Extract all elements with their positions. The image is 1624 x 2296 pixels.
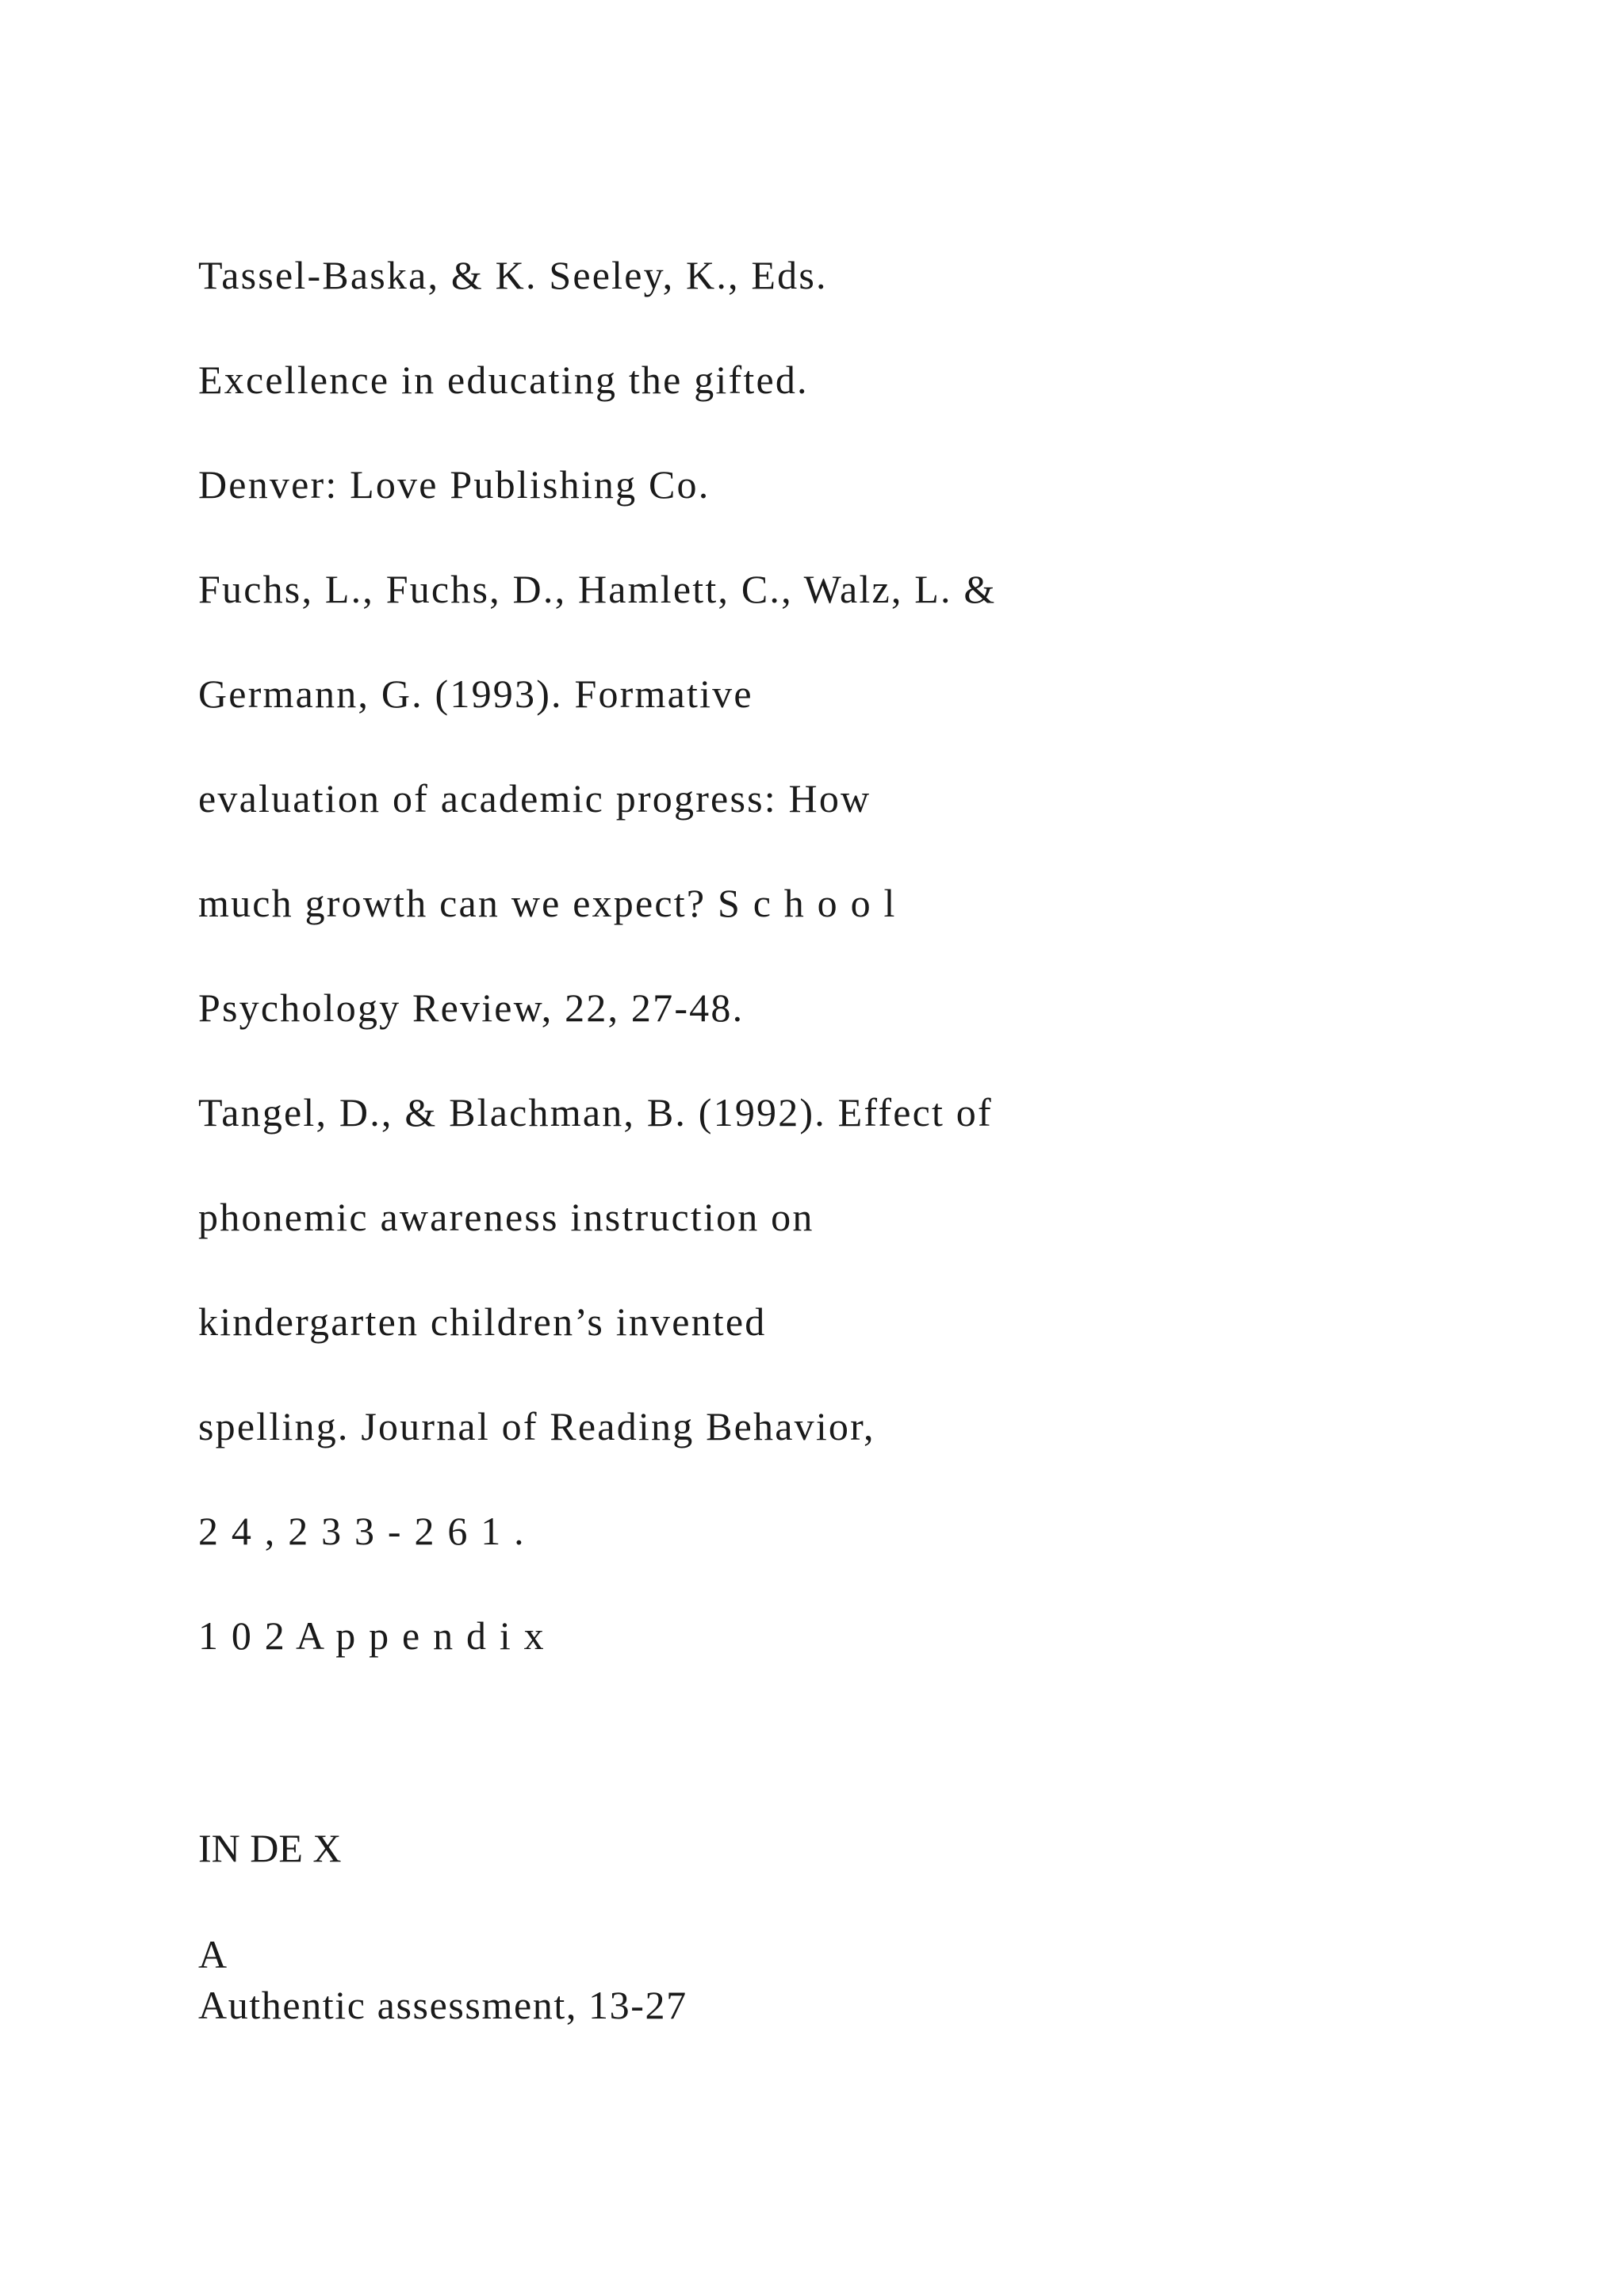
reference-line: Germann, G. (1993). Formative [198, 672, 753, 716]
reference-line: Excellence in educating the gifted. [198, 358, 809, 402]
reference-line: Fuchs, L., Fuchs, D., Hamlett, C., Walz, L. & [198, 567, 997, 611]
reference-line: kindergarten children’s invented [198, 1299, 767, 1344]
reference-line: Tangel, D., & Blachman, B. (1992). Effect of [198, 1090, 993, 1135]
index-entry: Authentic assessment, 13-27 [198, 1983, 688, 2027]
reference-line: 2 4 , 2 3 3 - 2 6 1 . [198, 1509, 526, 1553]
reference-line: Tassel-Baska, & K. Seeley, K., Eds. [198, 253, 828, 297]
reference-line: Psychology Review, 22, 27-48. [198, 985, 745, 1030]
reference-line: phonemic awareness instruction on [198, 1195, 814, 1239]
reference-line: Denver: Love Publishing Co. [198, 462, 710, 507]
index-section-letter: A [198, 1932, 228, 1976]
index-title: IN DE X [198, 1826, 342, 1870]
page-footer-label: 1 0 2 A p p e n d i x [198, 1613, 546, 1658]
reference-line: much growth can we expect? S c h o o l [198, 881, 897, 925]
reference-line: evaluation of academic progress: How [198, 776, 871, 821]
reference-line: spelling. Journal of Reading Behavior, [198, 1404, 875, 1448]
